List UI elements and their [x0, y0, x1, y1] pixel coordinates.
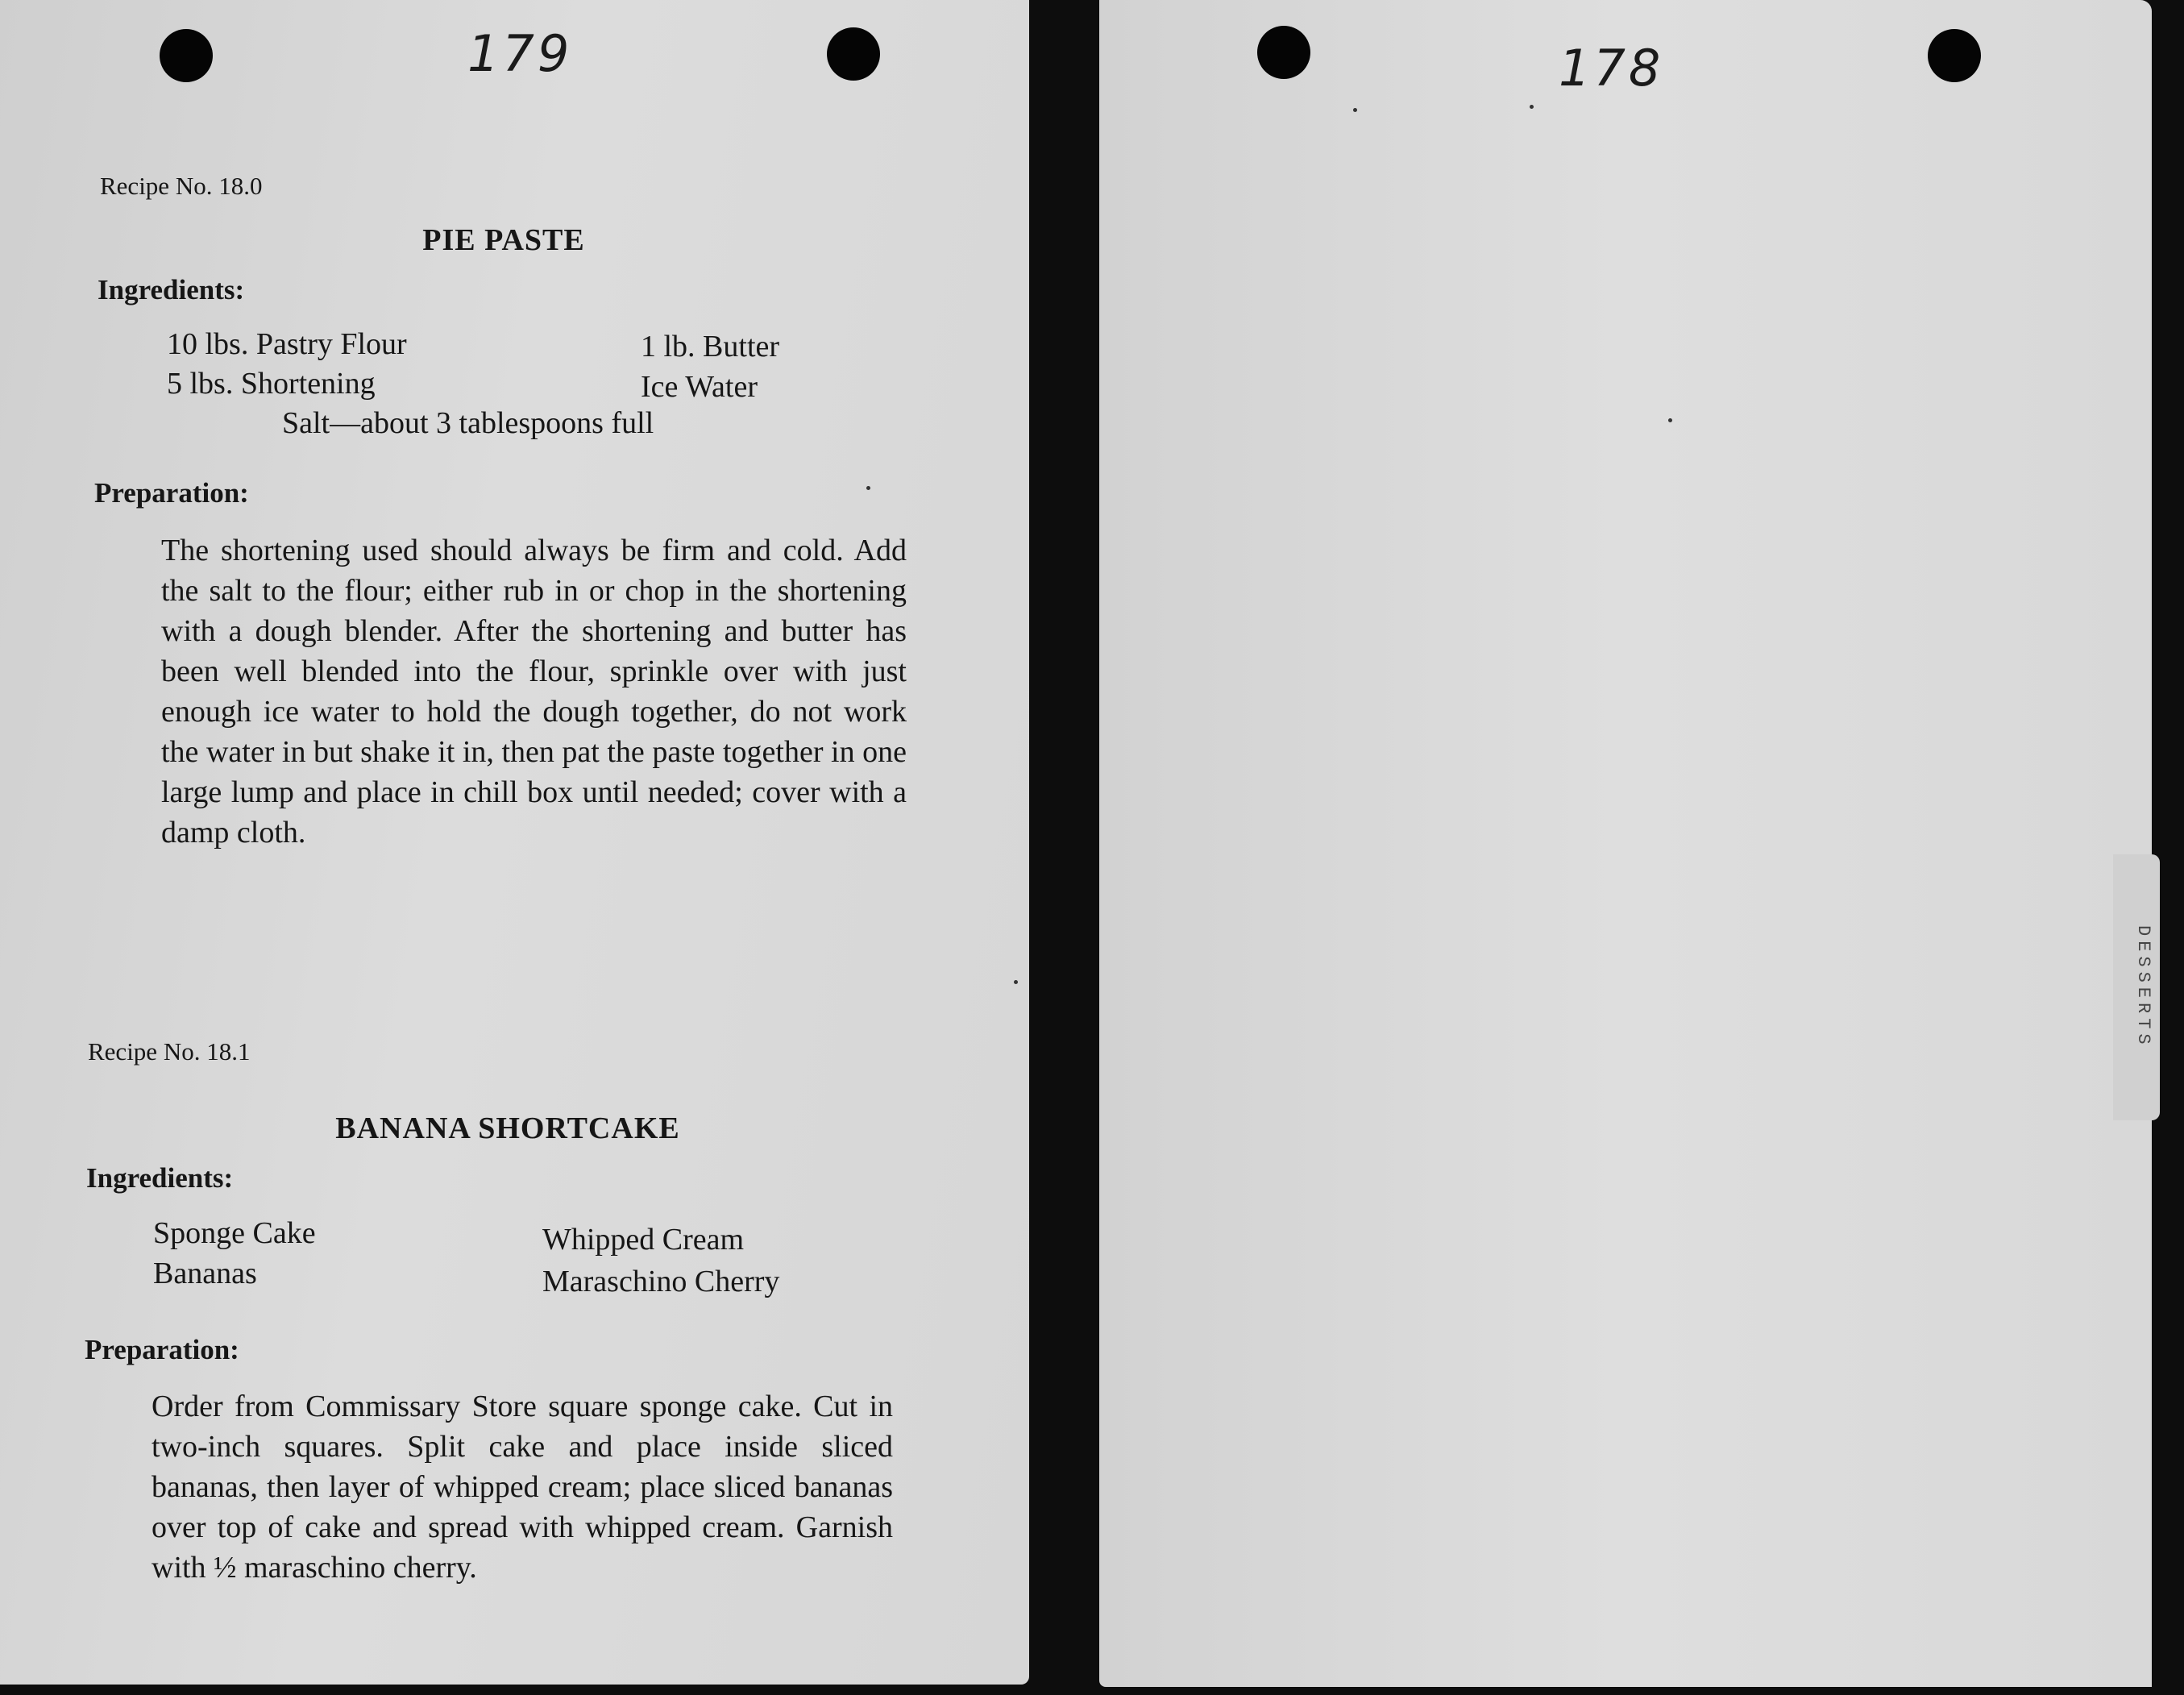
ingredient-item: Sponge Cake — [153, 1216, 316, 1250]
ingredient-item: Ice Water — [641, 370, 758, 404]
punch-hole-right — [827, 27, 880, 81]
ingredients-heading: Ingredients: — [98, 274, 245, 305]
ingredient-item: 1 lb. Butter — [641, 330, 780, 364]
ingredients-heading: Ingredients: — [86, 1162, 234, 1194]
ingredient-item: 10 lbs. Pastry Flour — [167, 327, 407, 361]
paper-speck — [1353, 108, 1357, 112]
recipe-title: BANANA SHORTCAKE — [335, 1111, 680, 1145]
ingredient-item: Maraschino Cherry — [542, 1265, 780, 1298]
punch-hole-left — [1257, 26, 1310, 79]
index-tab-label: DESSERTS — [2133, 925, 2153, 1049]
recipe-card-right — [1099, 0, 2152, 1687]
ingredient-item: Bananas — [153, 1257, 257, 1290]
ingredient-item: Whipped Cream — [542, 1223, 745, 1257]
paper-speck — [1668, 418, 1672, 422]
card-body — [1099, 0, 2120, 1687]
preparation-text: The shortening used should always be firm and cold. Add the salt to the flour; either rub in or chop in the shortening with a dough blender. After the shortening and butter has been well blended into the flour, sprinkle over with just enough ice water to hold the dough together, do not work the water in but shake it in, then pat the paste together in one large lump and place in chill box until needed; cover with a damp cloth. — [161, 534, 907, 850]
index-tab — [2113, 854, 2160, 1120]
recipe-card-left — [0, 0, 1029, 1685]
ingredient-item: Salt—about 3 tablespoons full — [282, 406, 654, 440]
recipe-number: Recipe No. 18.1 — [88, 1037, 251, 1066]
recipe-number: Recipe No. 18.0 — [100, 172, 263, 200]
punch-hole-left — [160, 29, 213, 82]
ingredient-item: 5 lbs. Shortening — [167, 367, 376, 401]
page-number: 178 — [1559, 39, 1664, 98]
punch-hole-right — [1928, 29, 1981, 82]
preparation-text: Order from Commissary Store square sponge cake. Cut in two-inch squares. Split cake and place inside sliced bananas, then layer of whipped cream; place sliced bananas over top of cake and spread with whipped cream. Garnish with ½ maraschino cherry. — [152, 1390, 893, 1585]
paper-speck — [866, 486, 870, 490]
paper-speck — [1530, 105, 1534, 109]
recipe-title: PIE PASTE — [422, 223, 585, 257]
preparation-heading: Preparation: — [85, 1334, 239, 1365]
paper-speck — [1014, 980, 1018, 984]
preparation-heading: Preparation: — [94, 477, 249, 509]
page-number: 179 — [467, 24, 573, 83]
